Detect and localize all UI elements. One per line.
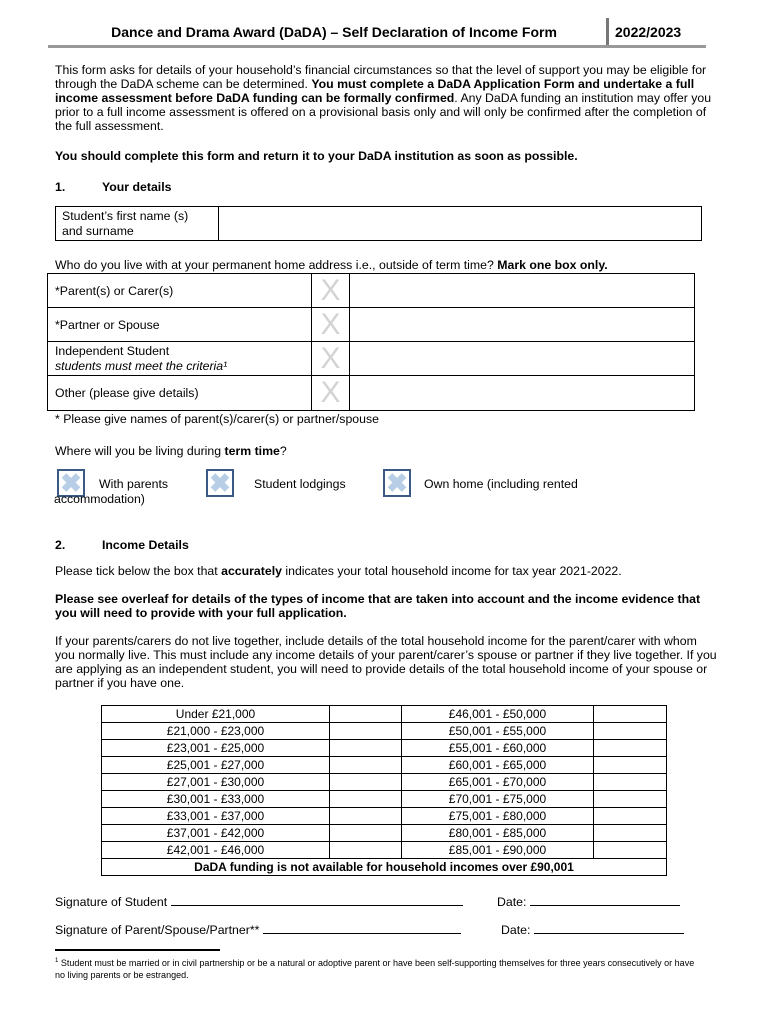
option-independent [48,342,312,376]
income-limit-note: DaDA funding is not available for household incomes over £90,001 [102,859,667,876]
parent-signature-text: Signature of Parent/Spouse/Partner** [55,923,260,937]
overleaf-note: Please see overleaf for details of the types of income that are taken into account and the income evidence that you will need to provide with your full application. [55,592,701,620]
section1-title: Your details [102,180,172,194]
live-question-bold: Mark one box only. [497,258,608,272]
income-band: £37,001 - £42,000 [102,825,330,842]
option-parents: *Parent(s) or Carer(s) [48,274,312,308]
income-band: £21,000 - £23,000 [102,723,330,740]
income-band: £65,001 - £70,000 [402,774,594,791]
income-tick-box[interactable] [594,723,667,740]
intro-paragraph [55,63,720,133]
footnote-rule [55,949,220,951]
x-mark-box[interactable]: X [312,376,350,411]
intro-bold: You must complete a DaDA Application Form and undertake a full income assessment before DaDA funding can be formally confirmed [55,77,695,105]
tick-text: Please tick below the box that [55,564,222,578]
household-instructions: If your parents/carers do not live together, include details of the total household income for the parent/carer with whom you normally live. This must include any income details of your parent/carer’s spouse or partner if they live together. If you are applying as an independent student, you will need to provide details of the total household income of your spouse or partner if you have one. [55,634,717,690]
x-mark-box[interactable]: X [312,274,350,308]
income-band: £23,001 - £25,000 [102,740,330,757]
student-signature-text: Signature of Student [55,895,168,909]
form-year: 2022/2023 [615,24,682,40]
student-lodgings-label: Student lodgings [254,477,346,491]
student-signature-label [55,895,463,909]
term-question-bold: term time [224,444,280,458]
option-sublabel: students must meet the criteria¹ [55,358,228,373]
income-footer-row [102,859,667,876]
income-row [102,791,667,808]
names-note: * Please give names of parent(s)/carer(s) or partner/spouse [55,412,379,426]
income-band: £46,001 - £50,000 [402,706,594,723]
term-question [55,444,287,458]
x-mark-box[interactable]: X [312,342,350,376]
income-band: £33,001 - £37,000 [102,808,330,825]
checkbox-student-lodgings[interactable]: ✖ [206,469,234,497]
income-tick-box[interactable] [330,842,402,859]
student-date-line[interactable] [530,905,680,906]
header-rule [48,45,706,48]
income-row [102,808,667,825]
intro-text-end: . Any DaDA funding an institution may offer you prior to a full income assessment is offered on a provisional basis only and will only be confirmed after the completion of the full assessment. [55,91,712,133]
checkbox-own-home[interactable]: ✖ [383,469,411,497]
live-question-text: Who do you live with at your permanent home address i.e., outside of term time? [55,258,498,272]
income-row [102,774,667,791]
income-tick-box[interactable] [330,706,402,723]
income-tick-box[interactable] [330,723,402,740]
checkbox-with-parents[interactable]: ✖ [57,469,85,497]
student-signature-line[interactable] [171,905,463,906]
parent-signature-line[interactable] [263,933,461,934]
footnote-mark: 1 [55,958,59,964]
income-band: £60,001 - £65,000 [402,757,594,774]
accommodation-wrap: accommodation) [54,492,145,506]
income-tick-box[interactable] [594,825,667,842]
names-field[interactable] [350,274,695,308]
own-home-label: Own home (including rented [424,477,578,491]
details-field[interactable] [350,376,695,411]
section1-number: 1. [55,180,66,194]
tick-instruction [55,564,622,578]
income-row [102,740,667,757]
name-label: Student’s first name (s) and surname [56,207,219,241]
header-divider [606,18,609,48]
income-tick-box[interactable] [594,706,667,723]
income-band: £85,001 - £90,000 [402,842,594,859]
term-question-text: Where will you be living during [55,444,225,458]
details-field[interactable] [350,342,695,376]
income-tick-box[interactable] [594,774,667,791]
income-band: £55,001 - £60,000 [402,740,594,757]
income-tick-box[interactable] [330,791,402,808]
return-instruction: You should complete this form and return it to your DaDA institution as soon as possible. [55,149,578,163]
name-input[interactable] [219,207,702,241]
intro-text: This form asks for details of your household’s financial circumstances so that the level of support you may be eligible for through the DaDA scheme can be determined. [55,63,707,91]
income-tick-box[interactable] [330,757,402,774]
tick-text-end: indicates your total household income for tax year 2021-2022. [281,564,622,578]
option-label: Independent Student [55,343,170,358]
income-tick-box[interactable] [330,808,402,825]
live-question [55,258,608,272]
income-row [102,723,667,740]
income-band: £30,001 - £33,000 [102,791,330,808]
income-tick-box[interactable] [594,842,667,859]
student-date [497,895,680,909]
income-band: £27,001 - £30,000 [102,774,330,791]
date-label: Date: [501,923,531,937]
date-label: Date: [497,895,527,909]
form-title: Dance and Drama Award (DaDA) – Self Declaration of Income Form [111,24,557,40]
income-tick-box[interactable] [330,774,402,791]
income-row [102,706,667,723]
income-row [102,842,667,859]
name-table [55,206,702,241]
income-table [101,705,667,876]
parent-date-line[interactable] [534,933,684,934]
income-band: £70,001 - £75,000 [402,791,594,808]
footnote [55,955,695,981]
income-band: £75,001 - £80,000 [402,808,594,825]
income-row [102,757,667,774]
section2-title: Income Details [102,538,189,552]
living-options-table [47,273,695,411]
income-band: £50,001 - £55,000 [402,723,594,740]
footnote-text: Student must be married or in civil partnership or be a natural or adoptive parent or have been self-supporting themselves for three years consecutively or have no living parents or be estranged. [55,958,695,980]
income-tick-box[interactable] [594,791,667,808]
income-tick-box[interactable] [594,740,667,757]
income-tick-box[interactable] [594,757,667,774]
income-band: £42,001 - £46,000 [102,842,330,859]
names-field[interactable] [350,308,695,342]
section2-number: 2. [55,538,66,552]
parent-date [501,923,684,937]
x-mark-box[interactable]: X [312,308,350,342]
income-band: £80,001 - £85,000 [402,825,594,842]
income-band: Under £21,000 [102,706,330,723]
option-partner: *Partner or Spouse [48,308,312,342]
income-band: £25,001 - £27,000 [102,757,330,774]
with-parents-label: With parents [99,477,169,491]
parent-signature-label [55,923,461,937]
income-row [102,825,667,842]
income-tick-box[interactable] [594,808,667,825]
income-tick-box[interactable] [330,825,402,842]
term-question-end: ? [279,444,287,458]
option-other: Other (please give details) [48,376,312,411]
tick-bold: accurately [221,564,282,578]
income-tick-box[interactable] [330,740,402,757]
